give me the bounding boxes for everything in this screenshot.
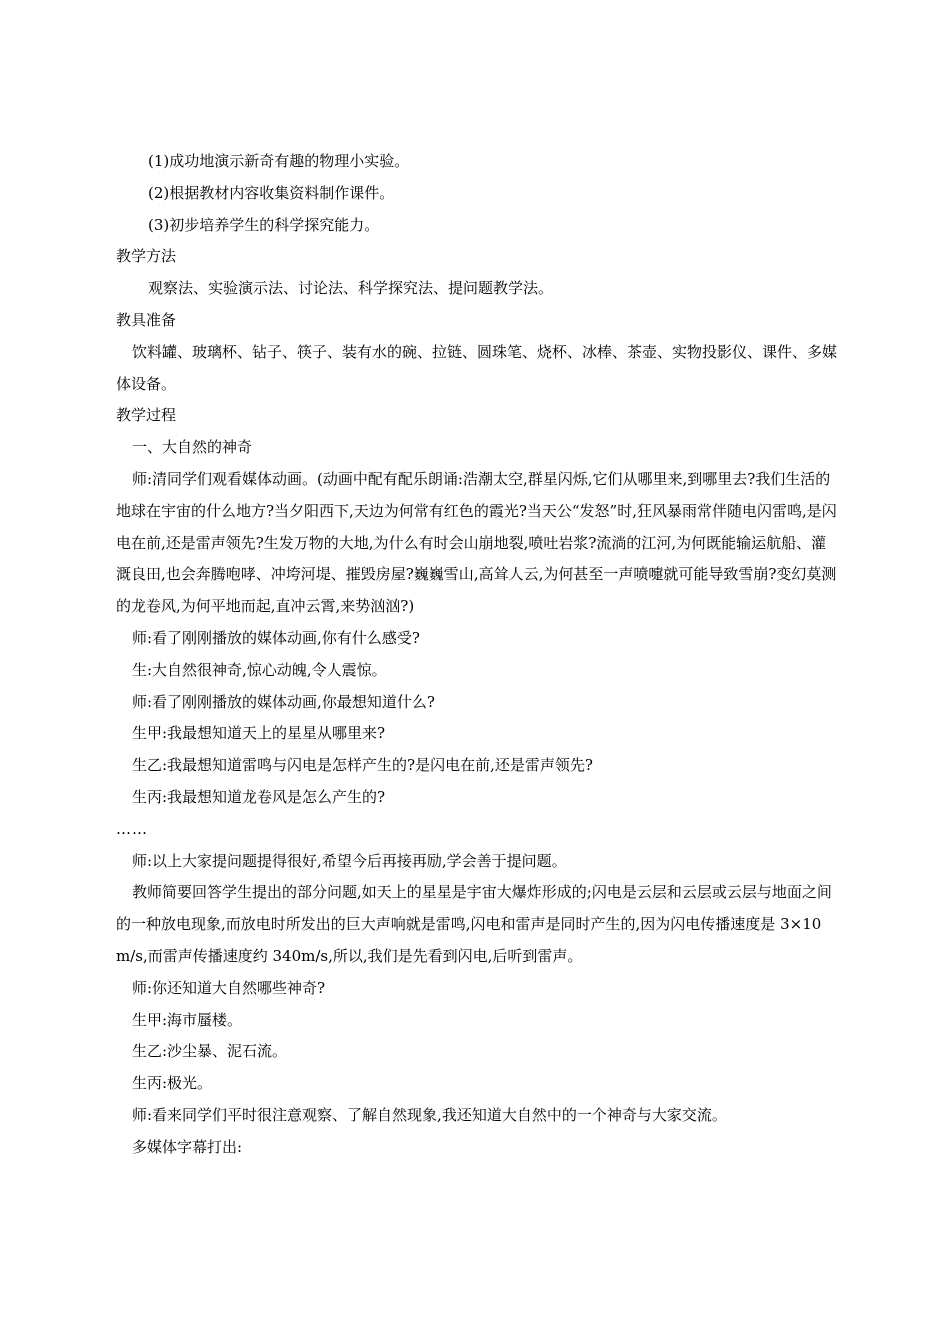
objective-2: (2)根据教材内容收集资料制作课件。 [148,183,395,202]
paragraph: 师:清同学们观看媒体动画。(动画中配有配乐朗诵:浩潮太空,群星闪烁,它们从哪里来,到哪里去?我们生活的地球在宇宙的什么地方?当夕阳西下,天边为何常有红色的霞光?当天公“发怒”时,狂风暴雨常伴随电闪雷鸣,是闪电在前,还是雷声领先?生发万物的大地,为什么有时会山崩地裂,喷吐岩浆?流淌的江河,为何既能输运航船、灌溉良田,也会奔腾咆哮、冲垮河堤、摧毁房屋?巍巍雪山,高耸人云,为何甚至一声喷嚏就可能导致雪崩?变幻莫测的龙卷风,为何平地而起,直冲云霄,来势汹汹?) [116,469,837,616]
paragraph: 生乙:我最想知道雷鸣与闪电是怎样产生的?是闪电在前,还是雷声领先? [132,756,593,775]
methods-text: 观察法、实验演示法、讨论法、科学探究法、提问题教学法。 [148,279,554,298]
paragraph: 师:看了刚刚播放的媒体动画,你有什么感受? [132,628,420,647]
paragraph: 生丙:极光。 [132,1074,213,1093]
paragraph: 生甲:海市蜃楼。 [132,1010,243,1029]
paragraph: 师:看来同学们平时很注意观察、了解自然现象,我还知道大自然中的一个神奇与大家交流。 [132,1105,727,1124]
methods-heading: 教学方法 [116,247,177,266]
objective-1: (1)成功地演示新奇有趣的物理小实验。 [148,152,410,170]
process-heading: 教学过程 [116,406,177,425]
tools-heading: 教具准备 [116,310,177,329]
paragraph: 师:以上大家提问题提得很好,希望今后再接再励,学会善于提问题。 [132,851,567,870]
document-body [116,146,840,1164]
tools-text: 饮料罐、玻璃杯、钻子、筷子、装有水的碗、拉链、圆珠笔、烧杯、冰棒、茶壶、实物投影仪、课件、多媒体设备。 [116,342,838,393]
paragraph: 师:你还知道大自然哪些神奇? [132,978,326,997]
paragraph: 生甲:我最想知道天上的星星从哪里来? [132,724,386,743]
objective-3: (3)初步培养学生的科学探究能力。 [148,215,380,234]
paragraph: 生:大自然很神奇,惊心动魄,令人震惊。 [132,660,387,679]
paragraph: 多媒体字幕打出: [132,1137,243,1156]
paragraph: 生乙:沙尘暴、泥石流。 [132,1042,288,1061]
paragraph: 师:看了刚刚播放的媒体动画,你最想知道什么? [132,692,435,711]
section-one-title: 一、大自然的神奇 [132,438,253,457]
paragraph: 生丙:我最想知道龙卷风是怎么产生的? [132,787,386,806]
paragraph: 教师简要回答学生提出的部分问题,如天上的星星是宇宙大爆炸形成的;闪电是云层和云层或云层与地面之间的一种放电现象,而放电时所发出的巨大声响就是雷鸣,闪电和雷声是同时产生的,因为闪电传播速度是 3×10m/s,而雷声传播速度约 340m/s,所以,我们是先看到闪电,后听到雷声。 [116,883,832,965]
ellipsis: …… [116,819,148,838]
